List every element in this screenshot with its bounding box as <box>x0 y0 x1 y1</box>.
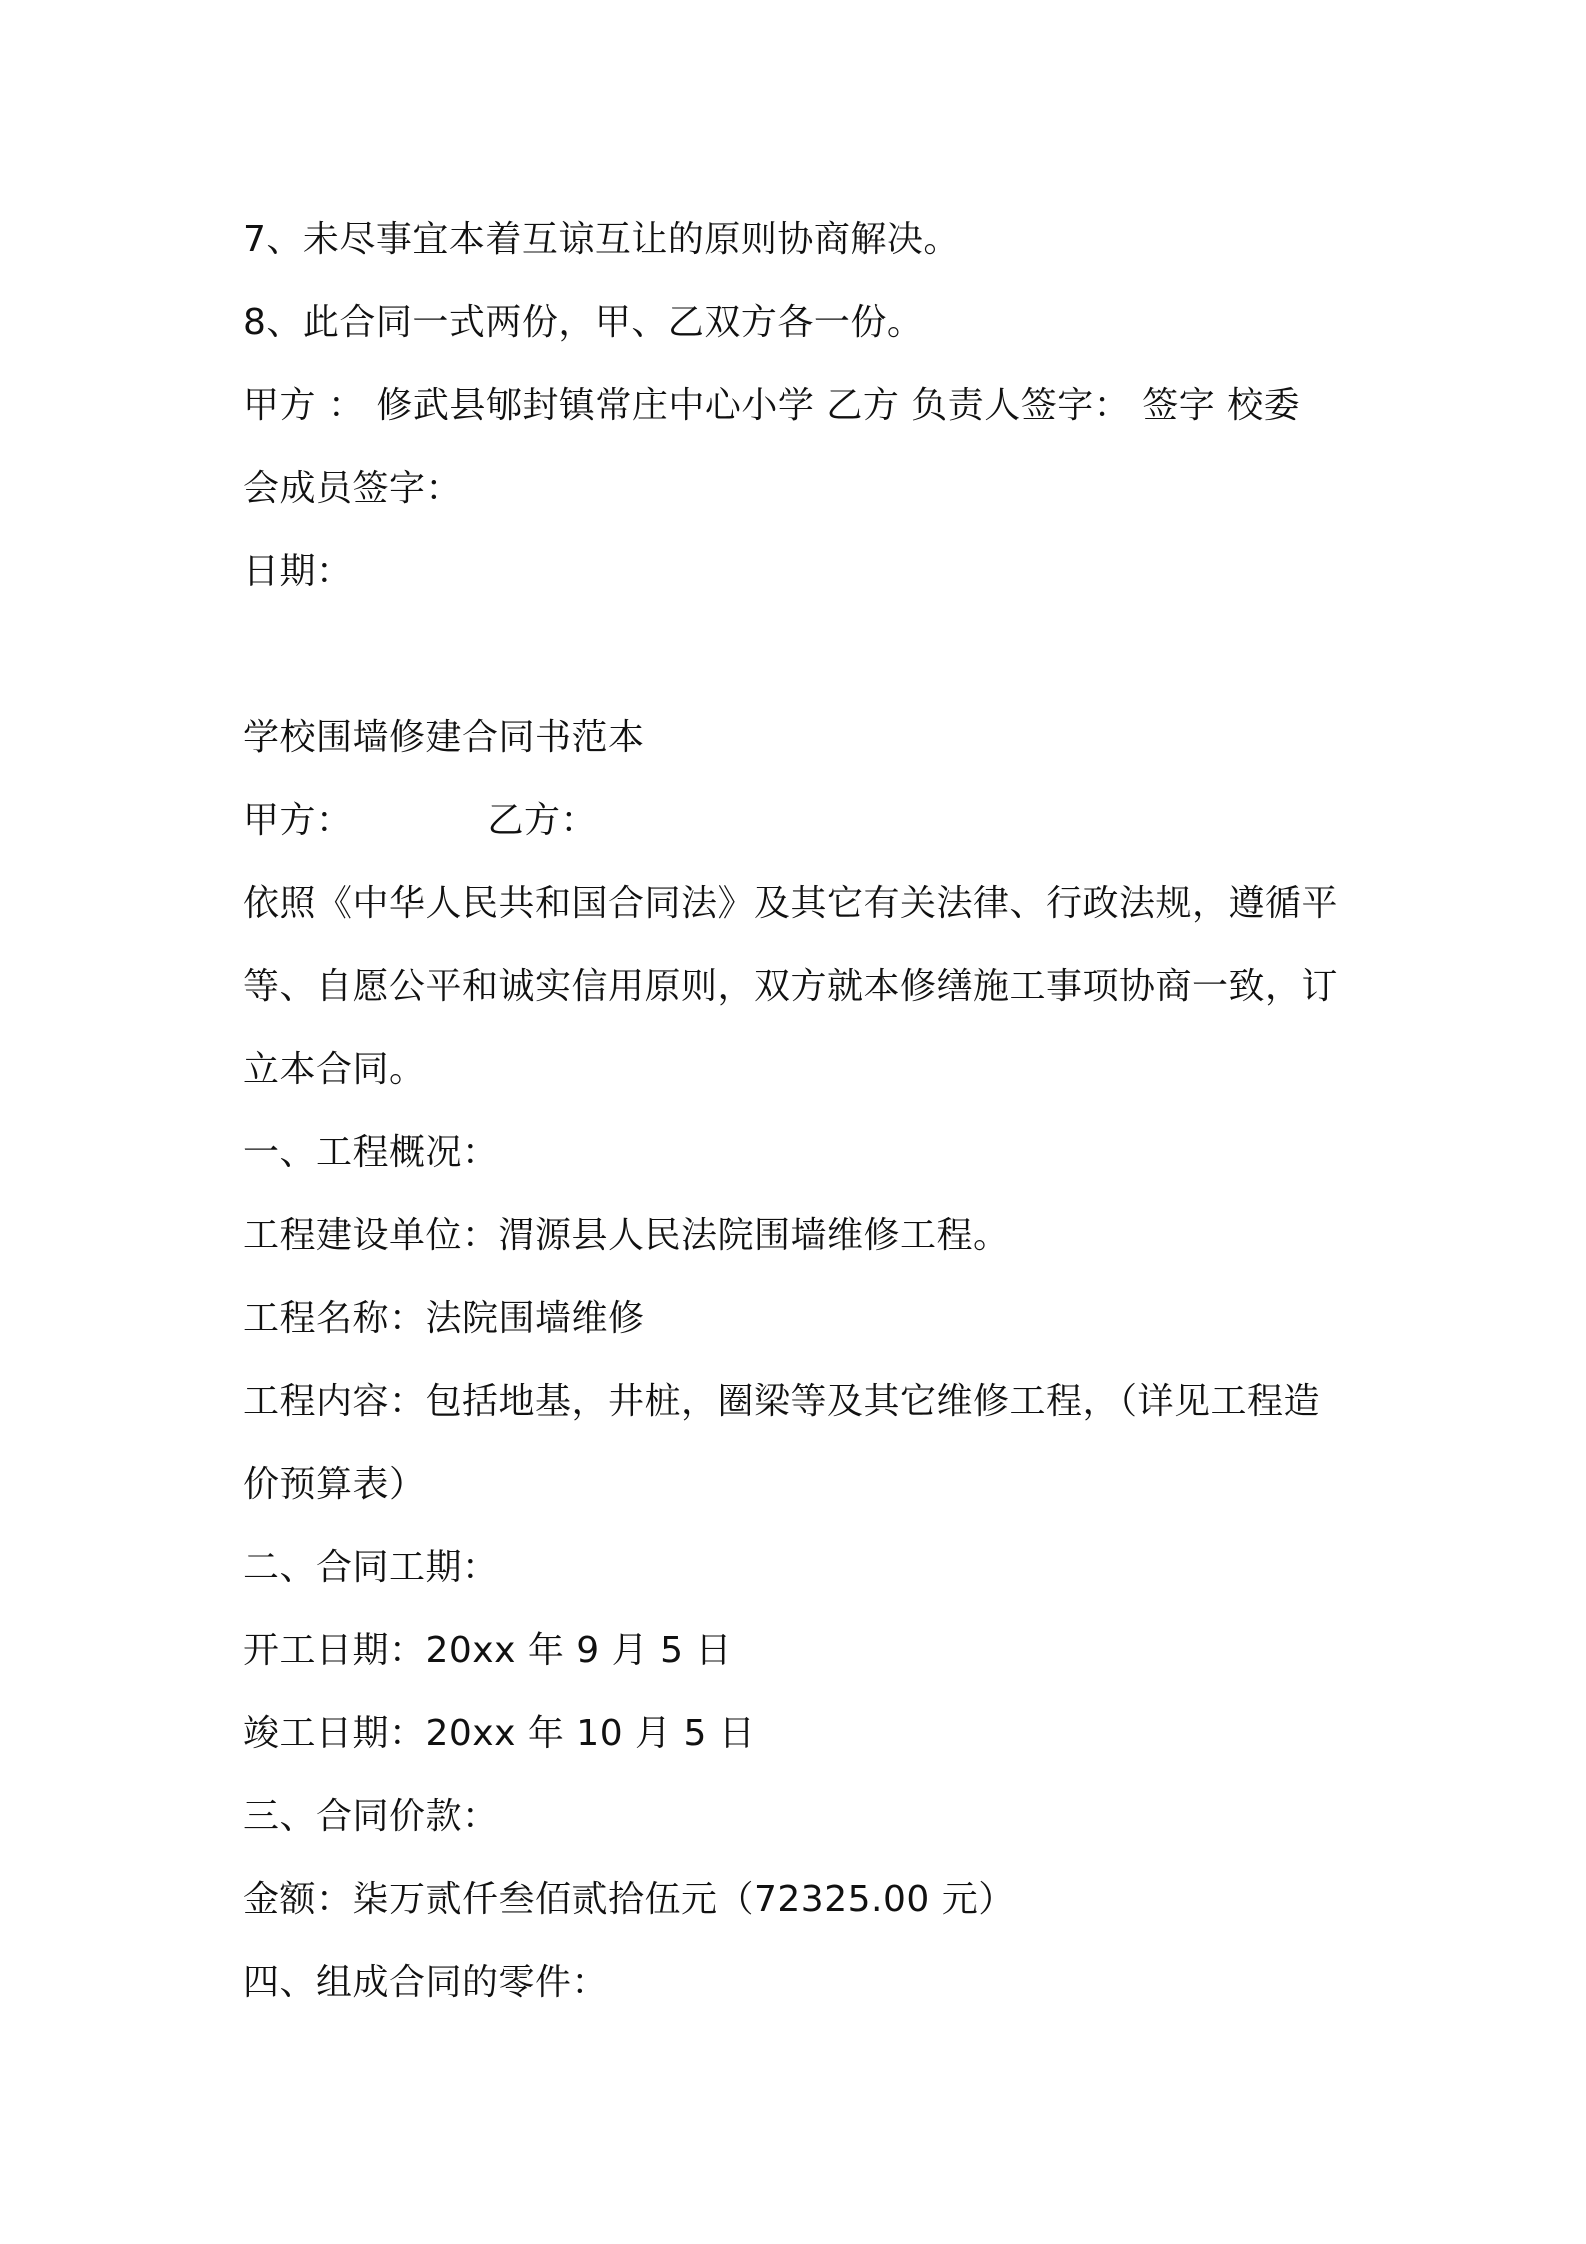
preamble-line-3: 立本合同。 <box>243 1049 426 1090</box>
project-content-line-2: 价预算表） <box>243 1464 426 1505</box>
project-name: 工程名称：法院围墙维修 <box>243 1298 645 1339</box>
party-a-label: 甲方： <box>243 800 353 841</box>
date-line: 日期： <box>243 551 353 592</box>
preamble-line-2: 等、自愿公平和诚实信用原则，双方就本修缮施工事项协商一致，订 <box>243 966 1339 1007</box>
preamble-line-1: 依照《中华人民共和国合同法》及其它有关法律、行政法规，遵循平 <box>243 883 1339 924</box>
party-b-label: 乙方： <box>487 800 598 841</box>
contract-amount: 金额：柒万贰仟叁佰贰拾伍元（72325.00 元） <box>243 1879 1015 1920</box>
section-four-heading: 四、组成合同的零件： <box>243 1962 609 2003</box>
start-date: 开工日期：20xx 年 9 月 5 日 <box>243 1630 732 1671</box>
clause-8: 8、此合同一式两份，甲、乙双方各一份。 <box>243 302 924 343</box>
blank-spacer <box>243 613 1363 696</box>
committee-signature-line: 会成员签字： <box>243 468 463 509</box>
completion-date: 竣工日期：20xx 年 10 月 5 日 <box>243 1713 756 1754</box>
clause-7: 7、未尽事宜本着互谅互让的原则协商解决。 <box>243 219 960 260</box>
document-content <box>243 198 1363 2024</box>
construction-unit: 工程建设单位：渭源县人民法院围墙维修工程。 <box>243 1215 1010 1256</box>
party-line <box>243 779 1363 862</box>
signature-line: 甲方 ： 修武县郇封镇常庄中心小学 乙方 负责人签字： 签字 校委 <box>243 385 1301 426</box>
project-content-line-1: 工程内容：包括地基，井桩，圈梁等及其它维修工程，（详见工程造 <box>243 1381 1321 1422</box>
document-title: 学校围墙修建合同书范本 <box>243 717 645 758</box>
section-three-heading: 三、合同价款： <box>243 1796 499 1837</box>
section-two-heading: 二、合同工期： <box>243 1547 499 1588</box>
section-one-heading: 一、工程概况： <box>243 1132 499 1173</box>
